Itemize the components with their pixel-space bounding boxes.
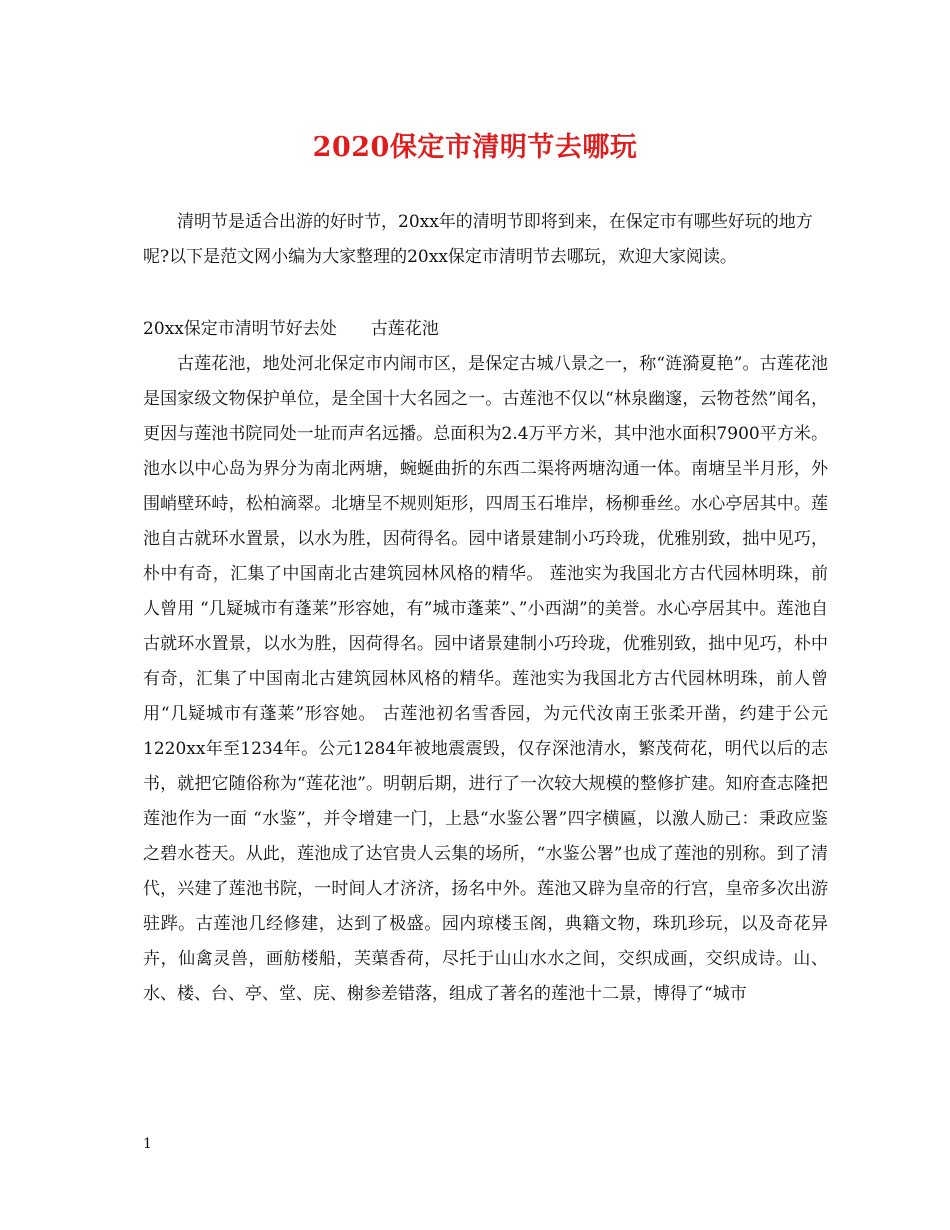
- section-heading: 20xx保定市清明节好去处 古莲花池: [143, 319, 439, 339]
- page-number: 1: [143, 1136, 152, 1152]
- body-paragraph: 古莲花池，地处河北保定市内闹市区，是保定古城八景之一，称“涟漪夏艳”。古莲花池是国家级文物保护单位，是全国十大名园之一。古莲池不仅以“林泉幽邃，云物苍然”闻名，更因与莲池书院同处一址而声名远播。总面积为2.4万平方米，其中池水面积7900平方米。池水以中心岛为界分为南北两塘，蜿蜒曲折的东西二渠将两塘沟通一体。南塘呈半月形，外围峭壁环峙，松柏滴翠。北塘呈不规则矩形，四周玉石堆岸，杨柳垂丝。水心亭居其中。莲池自古就环水置景，以水为胜，因荷得名。园中诸景建制小巧玲珑，优雅别致，拙中见巧，朴中有奇，汇集了中国南北古建筑园林风格的精华。 莲池实为我国北方古代园林明珠，前人曾用 “几疑城市有蓬莱”形容她，有”城市蓬莱”、”小西湖”的美誉。水心亭居其中。莲池自古就环水置景，以水为胜，因荷得名。园中诸景建制小巧玲珑，优雅别致，拙中见巧，朴中有奇，汇集了中国南北古建筑园林风格的精华。莲池实为我国北方古代园林明珠，前人曾用“几疑城市有蓬莱”形容她。 古莲池初名雪香园，为元代汝南王张柔开凿，约建于公元1220xx年至1234年。公元1284年被地震震毁，仅存深池清水，繁茂荷花，明代以后的志书，就把它随俗称为“莲花池”。明朝后期，进行了一次较大规模的整修扩建。知府查志隆把莲池作为一面 “水鉴”，并令增建一门，上悬“水鉴公署”四字横匾，以激人励己：秉政应鉴之碧水苍天。从此，莲池成了达官贵人云集的场所，“水鉴公署”也成了莲池的别称。到了清代，兴建了莲池书院，一时间人才济济，扬名中外。莲池又辟为皇帝的行宫，皇帝多次出游驻跸。古莲池几经修建，达到了极盛。园内琼楼玉阁，典籍文物，珠玑珍玩，以及奇花异卉，仙禽灵兽，画舫楼船，芙蕖香荷，尽托于山山水水之间，交织成画，交织成诗。山、水、楼、台、亭、堂、庑、榭参差错落，组成了著名的莲池十二景，博得了“城市: [143, 354, 828, 1004]
- page-title: 2020保定市清明节去哪玩: [312, 132, 638, 163]
- intro-paragraph: 清明节是适合出游的好时节，20xx年的清明节即将到来，在保定市有哪些好玩的地方呢?以下是范文网小编为大家整理的20xx保定市清明节去哪玩，欢迎大家阅读。: [143, 212, 813, 267]
